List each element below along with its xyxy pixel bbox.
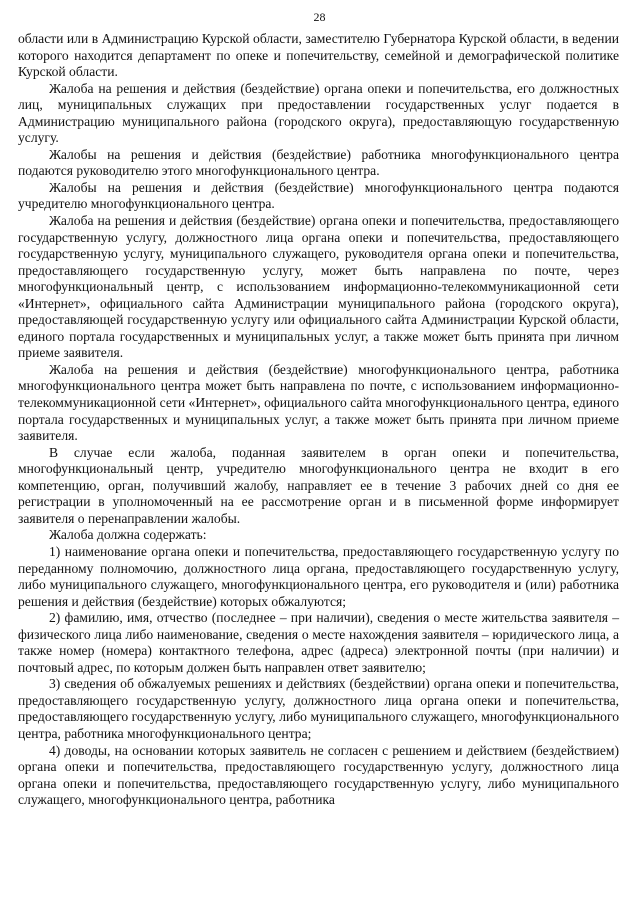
list-item-3: 3) сведения об обжалуемых решениях и действиях (бездействии) органа опеки и попечительства, предоставляющего государственную услугу, должностного лица органа опеки и попечительства, предоставляющего государственную услугу, либо муниципального служащего, многофункционального центра, работника многофункционального центра; (18, 676, 619, 741)
paragraph-7: В случае если жалоба, поданная заявителем в орган опеки и попечительства, многофункциональный центр, учредителю многофункционального центра не входит в его компетенцию, орган, получивший жалобу, направляет ее в течение 3 рабочих дней со дня ее регистрации в уполномоченный на ее рассмотрение орган и в письменной форме информирует заявителя о перенаправлении жалобы. (18, 444, 619, 526)
paragraph-2: Жалоба на решения и действия (бездействие) органа опеки и попечительства, его должностных лиц, муниципальных служащих при предоставлении государственных услуг подается в Администрацию муниципального района (городского округа), предоставляющую государственную услугу. (18, 80, 619, 146)
paragraph-4: Жалобы на решения и действия (бездействие) многофункционального центра подаются учредителю многофункционального центра. (18, 179, 619, 212)
paragraph-3: Жалобы на решения и действия (бездействие) работника многофункционального центра подаются руководителю этого многофункционального центра. (18, 146, 619, 179)
paragraph-1: области или в Администрацию Курской области, заместителю Губернатора Курской области, в ведении которого находится департамент по опеке и попечительству, семейной и демографической политике Курской области. (18, 31, 619, 80)
list-item-4: 4) доводы, на основании которых заявитель не согласен с решением и действием (бездействием) органа опеки и попечительства, предоставляющего государственную услугу, должностного лица органа опеки и попечительства, предоставляющего государственную услугу, либо муниципального служащего, многофункционального центра, работника (18, 742, 619, 808)
list-item-1: 1) наименование органа опеки и попечительства, предоставляющего государственную услугу по переданному полномочию, должностного лица органа, предоставляющего государственную услугу, либо муниципального служащего, многофункционального центра, его руководителя и (или) работника решения и действия (бездействие) которых обжалуются; (18, 543, 619, 609)
list-item-2: 2) фамилию, имя, отчество (последнее – при наличии), сведения о месте жительства заявителя – физического лица либо наименование, сведения о месте нахождения заявителя – юридического лица, а также номер (номера) контактного телефона, адрес (адреса) электронной почты (при наличии) и почтовый адрес, по которым должен быть направлен ответ заявителю; (18, 610, 619, 675)
document-body (18, 31, 619, 809)
paragraph-5: Жалоба на решения и действия (бездействие) органа опеки и попечительства, предоставляющего государственную услугу, должностного лица органа опеки и попечительства, предоставляющего государственную услугу, муниципального служащего, руководителя органа опеки и попечительства, предоставляющего государственную услугу, может быть направлена по почте, через многофункциональный центр, с использованием информационно-телекоммуникационной сети «Интернет», официального сайта Администрации муниципального района (городского округа), предоставляющей государственную услугу или официального сайта Администрации Курской области, единого портала государственных и муниципальных услуг, а также может быть принята при личном приеме заявителя. (18, 213, 619, 361)
paragraph-6: Жалоба на решения и действия (бездействие) многофункционального центра, работника многофункционального центра может быть направлена по почте, с использованием информационно-телекоммуникационной сети «Интернет», официального сайта многофункционального центра, единого портала государственных и муниципальных услуг, а также может быть принята при личном приеме заявителя. (18, 361, 619, 444)
paragraph-8: Жалоба должна содержать: (49, 527, 207, 543)
page-number: 28 (313, 10, 326, 24)
